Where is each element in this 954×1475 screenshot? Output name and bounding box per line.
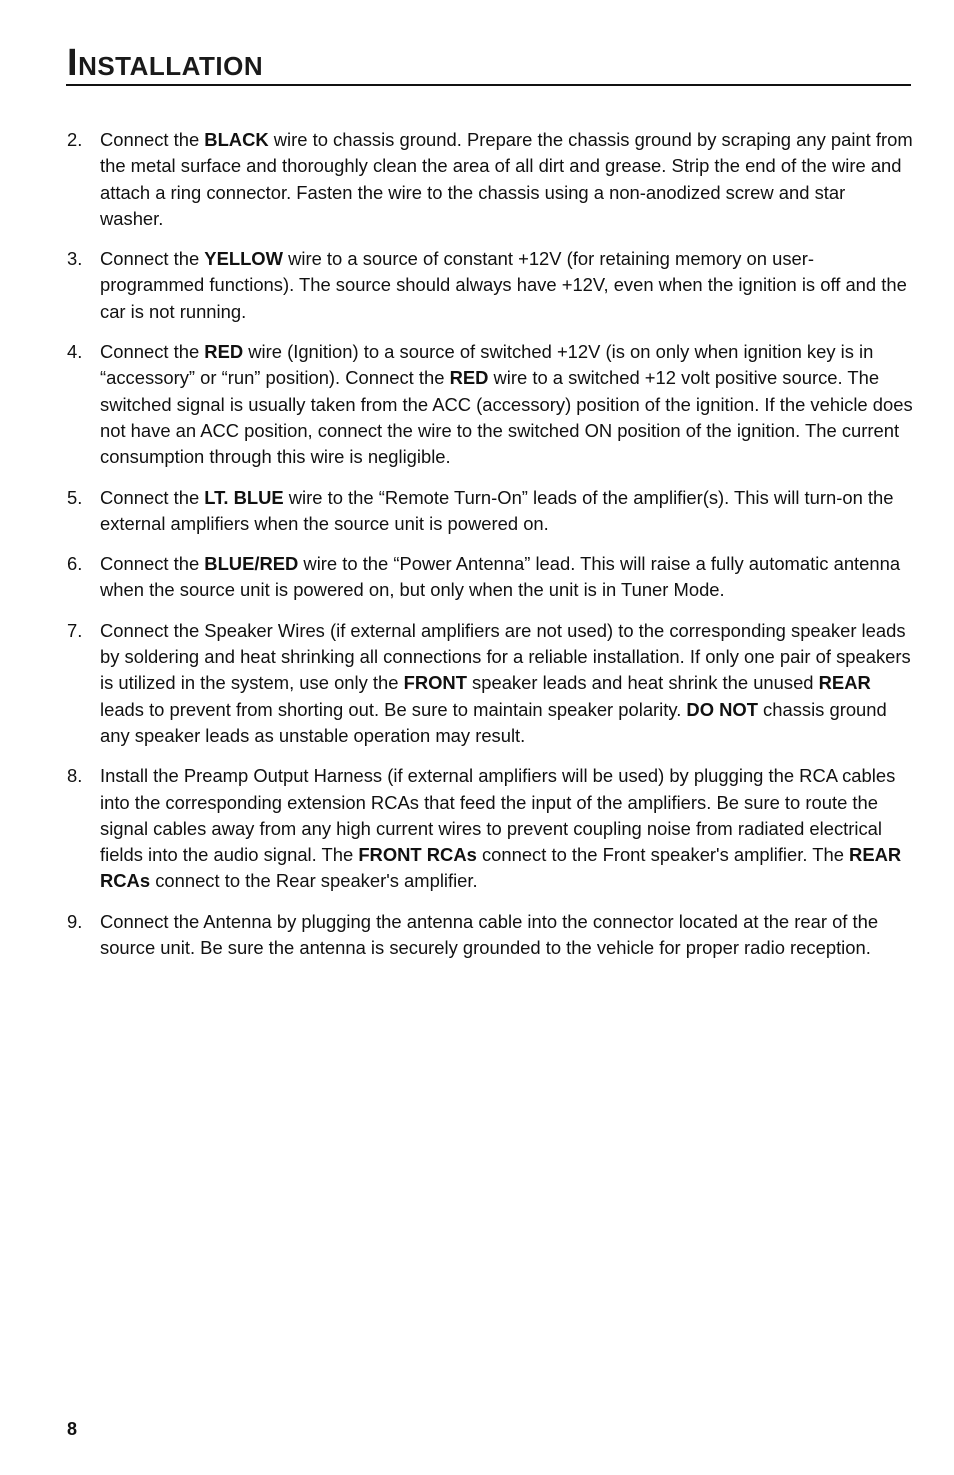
step-9 <box>67 909 913 962</box>
step-text: connect to the Front speaker's amplifier. The <box>476 844 850 866</box>
step-6 <box>67 551 913 604</box>
step-number: 9. <box>67 910 83 932</box>
step-text: Connect the <box>100 248 205 270</box>
section-title <box>67 44 263 82</box>
step-text: Install the Preamp Output Harness (if external amplifiers will be used) by plugging the RCA cables into the corresponding extension RCAs that feed the input of the amplifiers. Be sure to route the signal cables away from any high current wires to prevent coupling noise from radiated electrical fields into the audio signal. The <box>100 765 896 866</box>
step-text: Connect the <box>100 553 205 575</box>
step-text: Connect the <box>100 486 205 508</box>
emphasis-label: FRONT <box>403 672 467 694</box>
wire-color-label: LT. BLUE <box>204 486 284 508</box>
wire-color-label: RED <box>449 367 489 389</box>
step-7 <box>67 618 913 749</box>
step-number: 7. <box>67 619 83 641</box>
step-number: 8. <box>67 765 83 787</box>
step-text: Connect the <box>100 129 205 150</box>
wire-color-label: BLACK <box>204 129 269 150</box>
step-number: 6. <box>67 553 83 575</box>
step-text: leads to prevent from shorting out. Be sure to maintain speaker polarity. <box>100 698 687 720</box>
step-text: wire (Ignition) to a source of switched +12V (is on only when ignition key is in “accessory” or “run” position). Connect the <box>100 341 874 389</box>
step-text: wire to the “Remote Turn-On” leads of the amplifier(s). This will turn-on the external amplifiers when the source unit is powered on. <box>100 486 894 534</box>
warning-label: DO NOT <box>686 698 758 720</box>
wire-color-label: RED <box>204 341 244 363</box>
emphasis-label: FRONT RCAs <box>358 844 477 866</box>
step-text: connect to the Rear speaker's amplifier. <box>150 870 478 892</box>
step-3 <box>67 246 913 325</box>
step-number: 2. <box>67 129 83 150</box>
step-4 <box>67 339 913 470</box>
step-text: wire to the “Power Antenna” lead. This will raise a fully automatic antenna when the source unit is powered on, but only when the unit is in Tuner Mode. <box>100 553 901 601</box>
step-number: 4. <box>67 341 83 363</box>
step-text: speaker leads and heat shrink the unused <box>466 672 819 694</box>
step-text: wire to chassis ground. Prepare the chassis ground by scraping any paint from the metal surface and thoroughly clean the area of all dirt and grease. Strip the end of the wire and attach a ring connector. Fasten the wire to the chassis using a non-anodized screw and star washer. <box>100 129 913 229</box>
step-number: 5. <box>67 486 83 508</box>
step-2 <box>67 127 913 232</box>
step-5 <box>67 485 913 538</box>
step-text: wire to a source of constant +12V (for retaining memory on user-programmed functions). The source should always have +12V, even when the ignition is off and the car is not running. <box>100 248 907 322</box>
section-title-initial: I <box>67 42 79 84</box>
step-text: wire to a switched +12 volt positive source. The switched signal is usually taken from the ACC (accessory) position of the ignition. If the vehicle does not have an ACC position, connect the wire to the switched ON position of the ignition. The current consumption through this wire is negligible. <box>100 367 913 468</box>
section-title-rest: NSTALLATION <box>78 51 264 81</box>
step-number: 3. <box>67 248 83 270</box>
emphasis-label: REAR RCAs <box>100 844 902 892</box>
wire-color-label: BLUE/RED <box>204 553 299 575</box>
step-text: Connect the Speaker Wires (if external amplifiers are not used) to the corresponding speaker leads by soldering and heat shrinking all connections for a reliable installation. If only one pair of speakers is utilized in the system, use only the <box>100 619 911 694</box>
step-text: Connect the Antenna by plugging the antenna cable into the connector located at the rear of the source unit. Be sure the antenna is securely grounded to the vehicle for proper radio reception. <box>100 910 879 959</box>
emphasis-label: REAR <box>818 672 871 694</box>
step-text: Connect the <box>100 341 205 363</box>
step-text: chassis ground any speaker leads as unstable operation may result. <box>100 698 887 746</box>
page-number: 8 <box>67 1419 78 1439</box>
step-8 <box>67 763 913 894</box>
title-underline <box>66 84 911 86</box>
wire-color-label: YELLOW <box>204 248 283 270</box>
installation-steps <box>67 127 913 975</box>
